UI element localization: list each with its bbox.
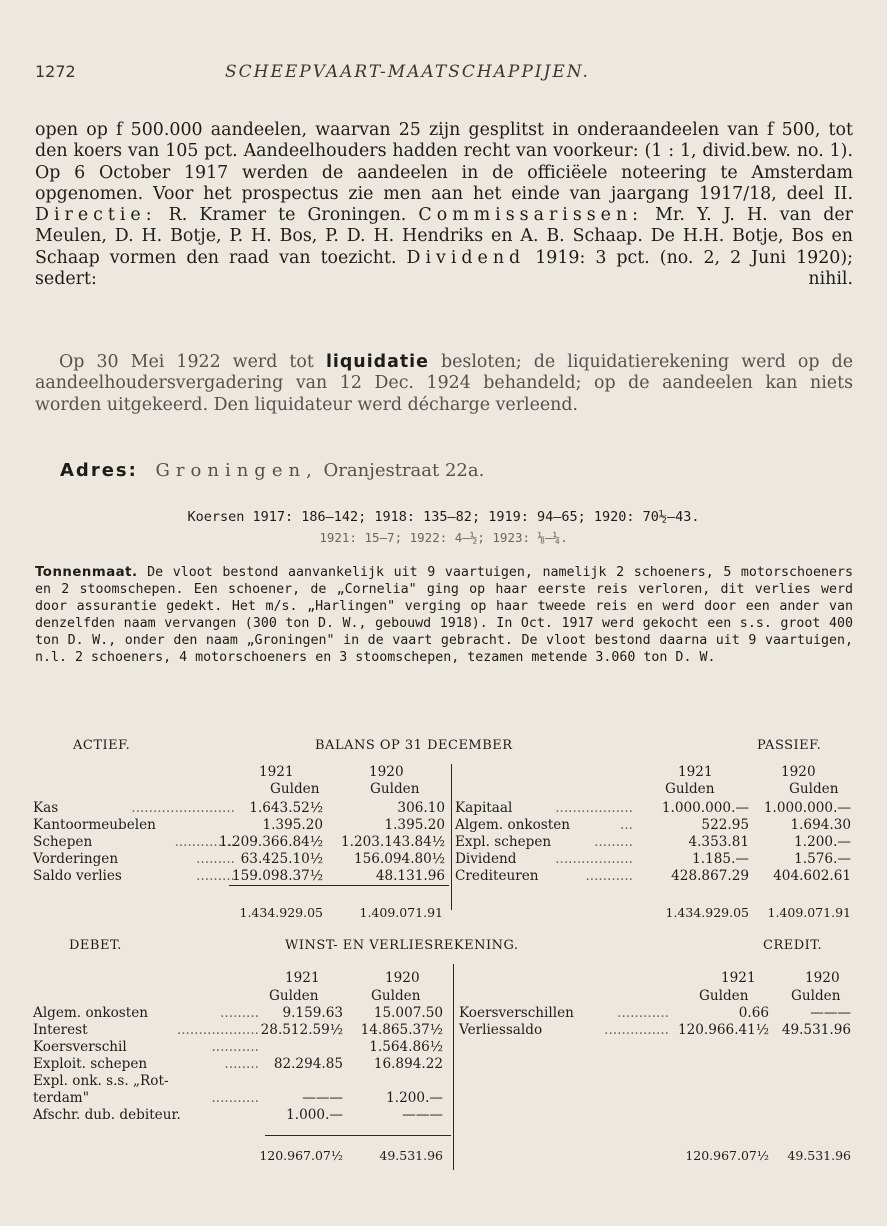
passief-rows-dots: ........... bbox=[585, 868, 633, 884]
pl-currency-right-1: Gulden bbox=[699, 988, 749, 1004]
credit-rows-dots: ............ bbox=[617, 1005, 669, 1021]
balance-left-rule bbox=[229, 885, 449, 886]
passief-rows-value-1920: 1.200.— bbox=[794, 834, 851, 850]
page-number: 1272 bbox=[35, 62, 76, 81]
actief-rows-label: Kas bbox=[33, 800, 59, 816]
passief-rows-value-1921: 522.95 bbox=[701, 817, 749, 833]
commissarissen-label: Commissarissen: bbox=[418, 205, 644, 226]
balance-currency-right-1: Gulden bbox=[665, 781, 715, 797]
running-title: SCHEEPVAART-MAATSCHAPPIJEN. bbox=[225, 62, 590, 82]
address-line bbox=[60, 460, 484, 481]
credit-rows-label: Verliessaldo bbox=[459, 1022, 543, 1038]
balance-left-label: ACTIEF. bbox=[73, 738, 131, 753]
credit-rows-value-1921: 120.966.41½ bbox=[677, 1022, 769, 1038]
actief-rows-label: Kantoormeubelen bbox=[33, 817, 156, 833]
profit-loss-account bbox=[33, 938, 853, 1178]
pl-left-label: DEBET. bbox=[69, 938, 122, 953]
passief-rows-label: Dividend bbox=[455, 851, 517, 867]
passief-rows-label: Crediteuren bbox=[455, 868, 539, 884]
actief-rows-value-1920: 156.094.80½ bbox=[353, 851, 445, 867]
debet-rows-value-1920: 1.200.— bbox=[386, 1090, 443, 1106]
balance-currency-left-2: Gulden bbox=[370, 781, 420, 797]
actief-rows-dots: ........................ bbox=[131, 800, 235, 816]
passief-rows-value-1920: 404.602.61 bbox=[773, 868, 851, 884]
credit-rows-value-1920: 49.531.96 bbox=[781, 1022, 851, 1038]
actief-rows-value-1920: 306.10 bbox=[397, 800, 445, 816]
debet-rows-dots: ......... bbox=[220, 1005, 259, 1021]
balance-total-passief-1921: 1.434.929.05 bbox=[665, 905, 749, 920]
debet-rows-value-1920: 14.865.37½ bbox=[360, 1022, 443, 1038]
address-label: Adres: bbox=[60, 460, 138, 481]
debet-rows-value-1920: 15.007.50 bbox=[373, 1005, 443, 1021]
debet-rows-value-1921: 9.159.63 bbox=[282, 1005, 343, 1021]
debet-rows-value-1920: 1.564.86½ bbox=[369, 1039, 443, 1055]
debet-rows-label: Interest bbox=[33, 1022, 88, 1038]
passief-rows-label: Kapitaal bbox=[455, 800, 513, 816]
debet-rows-label: Afschr. dub. debiteur. bbox=[33, 1107, 181, 1123]
debet-rows-value-1920: 16.894.22 bbox=[373, 1056, 443, 1072]
actief-rows-value-1920: 1.395.20 bbox=[384, 817, 445, 833]
balance-divider bbox=[451, 764, 452, 910]
passief-rows-value-1921: 4.353.81 bbox=[688, 834, 749, 850]
tonnenmaat-label: Tonnenmaat. bbox=[35, 565, 138, 580]
actief-rows-value-1920: 1.203.143.84½ bbox=[341, 834, 445, 850]
passief-rows-dots: ... bbox=[620, 817, 633, 833]
debet-rows-dots: ........... bbox=[211, 1090, 259, 1106]
dividend-text: 1919: 3 pct. (no. 2, 2 Juni 1920); sedert: nihil. bbox=[35, 247, 853, 290]
balance-year-1920-right: 1920 bbox=[781, 764, 816, 780]
balance-total-passief-1920: 1.409.071.91 bbox=[767, 905, 851, 920]
pl-right-label: CREDIT. bbox=[763, 938, 823, 953]
koersen-line-1: Koersen 1917: 186—142; 1918: 135—82; 1919: 94—65; 1920: 70½—43. bbox=[187, 509, 700, 525]
debet-rows-dots: ........... bbox=[211, 1039, 259, 1055]
dividend-label: Dividend bbox=[406, 247, 526, 268]
directie-label: Directie: bbox=[35, 205, 157, 226]
actief-rows-dots: ......... bbox=[196, 851, 235, 867]
credit-rows-value-1920: ——— bbox=[810, 1005, 851, 1021]
pl-year-1921-left: 1921 bbox=[285, 970, 320, 986]
actief-rows-label: Schepen bbox=[33, 834, 93, 850]
debet-rows-label: terdam" bbox=[33, 1090, 89, 1106]
passief-rows-label: Algem. onkosten bbox=[455, 817, 571, 833]
actief-rows-value-1921: 1.643.52½ bbox=[249, 800, 323, 816]
passief-rows-dots: ......... bbox=[594, 834, 633, 850]
balance-right-label: PASSIEF. bbox=[757, 738, 822, 753]
actief-rows-value-1921: 1.395.20 bbox=[262, 817, 323, 833]
address-city: Groningen, bbox=[155, 460, 318, 481]
credit-rows-dots: ............... bbox=[604, 1022, 669, 1038]
debet-rows-value-1921: ——— bbox=[302, 1090, 343, 1106]
tonnenmaat-paragraph bbox=[35, 565, 853, 666]
passief-rows-dots: .................. bbox=[555, 800, 633, 816]
actief-rows-label: Vorderingen bbox=[33, 851, 119, 867]
pl-year-1920-right: 1920 bbox=[805, 970, 840, 986]
pl-total-credit-1921: 120.967.07½ bbox=[685, 1148, 769, 1163]
balance-sheet bbox=[33, 738, 853, 918]
pl-year-1920-left: 1920 bbox=[385, 970, 420, 986]
koersen-line-2: 1921: 15—7; 1922: 4—½; 1923: ⅛—¼. bbox=[319, 530, 568, 545]
liquidatie-pre: Op 30 Mei 1922 werd tot bbox=[59, 352, 314, 372]
passief-rows-value-1921: 1.000.000.— bbox=[661, 800, 749, 816]
liquidatie-post: besloten; de liquidatierekening werd op de aandeelhoudersvergadering van 12 Dec. 1924 behandeld; op de aandeelen kan niets worden uitgekeerd. Den liquidateur werd décharge verleend. bbox=[35, 352, 854, 415]
tonnenmaat-text: De vloot bestond aanvankelijk uit 9 vaartuigen, namelijk 2 schoeners, 5 motorschoeners en 2 stoomschepen. Een schoener, de „Cornelia" ging op haar eerste reis verloren, dit verlies werd door assurantie gedekt. Het m/s. „Harlingen" verging op haar tweede reis en werd door een ander van denzelfden naam vervangen (300 ton D. W., gebouwd 1918). In Oct. 1917 werd gekocht een s.s. groot 400 ton D. W., onder den naam „Groningen" in de vaart gebracht. De vloot bestond daarna uit 9 vaartuigen, n.l. 2 schoeners, 4 motorschoeners en 3 stoomschepen, tezamen metende 3.060 ton D. W. bbox=[35, 565, 853, 665]
passief-rows-value-1920: 1.694.30 bbox=[790, 817, 851, 833]
balance-year-1921-right: 1921 bbox=[678, 764, 713, 780]
passief-rows-dots: .................. bbox=[555, 851, 633, 867]
balance-total-actief-1921: 1.434.929.05 bbox=[239, 905, 323, 920]
debet-rows-label: Expl. onk. s.s. „Rot- bbox=[33, 1073, 169, 1089]
balance-currency-left-1: Gulden bbox=[270, 781, 320, 797]
passief-rows-value-1920: 1.000.000.— bbox=[763, 800, 851, 816]
intro-paragraph bbox=[35, 120, 853, 290]
pl-currency-left-1: Gulden bbox=[269, 988, 319, 1004]
actief-rows-value-1921: 1.209.366.84½ bbox=[219, 834, 323, 850]
address-street: Oranjestraat 22a. bbox=[323, 460, 485, 481]
actief-rows-dots: .............. bbox=[174, 834, 235, 850]
balance-year-1921-left: 1921 bbox=[259, 764, 294, 780]
actief-rows-dots: ......... bbox=[196, 868, 235, 884]
actief-rows-value-1920: 48.131.96 bbox=[375, 868, 445, 884]
debet-rows-dots: ................... bbox=[176, 1022, 259, 1038]
directie-text: R. Kramer te Groningen. bbox=[168, 205, 407, 226]
intro-text: open op f 500.000 aandeelen, waarvan 25 zijn gesplitst in onderaandeelen van f 500, tot den koers van 105 pct. Aandeelhouders hadden recht van voorkeur: (1 : 1, divid.bew. no. 1). Op 6 October 1917 werden de aandeelen in de officiëele noteering te Amsterdam opgenomen. Voor het prospectus zie men aan het einde van jaargang 1917/18, deel II. bbox=[35, 120, 853, 204]
credit-rows-label: Koersverschillen bbox=[459, 1005, 574, 1021]
liquidatie-keyword: liquidatie bbox=[325, 352, 429, 372]
passief-rows-value-1921: 428.867.29 bbox=[671, 868, 749, 884]
pl-total-debet-1920: 49.531.96 bbox=[379, 1148, 443, 1163]
pl-title: WINST- EN VERLIESREKENING. bbox=[285, 938, 519, 953]
pl-total-credit-1920: 49.531.96 bbox=[787, 1148, 851, 1163]
passief-rows-value-1921: 1.185.— bbox=[692, 851, 749, 867]
balance-year-1920-left: 1920 bbox=[369, 764, 404, 780]
debet-rows-value-1921: 28.512.59½ bbox=[260, 1022, 343, 1038]
commissarissen-text: Mr. Y. J. H. van der Meulen, D. H. Botje, P. H. Bos, P. D. H. Hendriks en A. B. Schaap. De H.H. Botje, Bos en Schaap vormen den raad van toezicht. bbox=[35, 205, 853, 268]
debet-rows-value-1921: 82.294.85 bbox=[273, 1056, 343, 1072]
debet-rows-label: Koersverschil bbox=[33, 1039, 127, 1055]
debet-rows-label: Algem. onkosten bbox=[33, 1005, 149, 1021]
balance-currency-right-2: Gulden bbox=[789, 781, 839, 797]
pl-currency-right-2: Gulden bbox=[791, 988, 841, 1004]
passief-rows-label: Expl. schepen bbox=[455, 834, 552, 850]
actief-rows-value-1921: 63.425.10½ bbox=[240, 851, 323, 867]
balance-title: BALANS OP 31 DECEMBER bbox=[315, 738, 513, 753]
debet-rows-dots: ........ bbox=[224, 1056, 259, 1072]
balance-total-actief-1920: 1.409.071.91 bbox=[359, 905, 443, 920]
debet-rows-value-1921: 1.000.— bbox=[286, 1107, 343, 1123]
pl-divider bbox=[453, 964, 454, 1170]
debet-rows-label: Exploit. schepen bbox=[33, 1056, 148, 1072]
pl-left-rule bbox=[265, 1135, 451, 1136]
pl-total-debet-1921: 120.967.07½ bbox=[259, 1148, 343, 1163]
passief-rows-value-1920: 1.576.— bbox=[794, 851, 851, 867]
actief-rows-value-1921: 159.098.37½ bbox=[231, 868, 323, 884]
actief-rows-label: Saldo verlies bbox=[33, 868, 122, 884]
debet-rows-value-1920: ——— bbox=[402, 1107, 443, 1123]
page-header bbox=[35, 62, 847, 86]
pl-currency-left-2: Gulden bbox=[371, 988, 421, 1004]
credit-rows-value-1921: 0.66 bbox=[738, 1005, 769, 1021]
liquidatie-paragraph bbox=[35, 352, 853, 416]
pl-year-1921-right: 1921 bbox=[721, 970, 756, 986]
